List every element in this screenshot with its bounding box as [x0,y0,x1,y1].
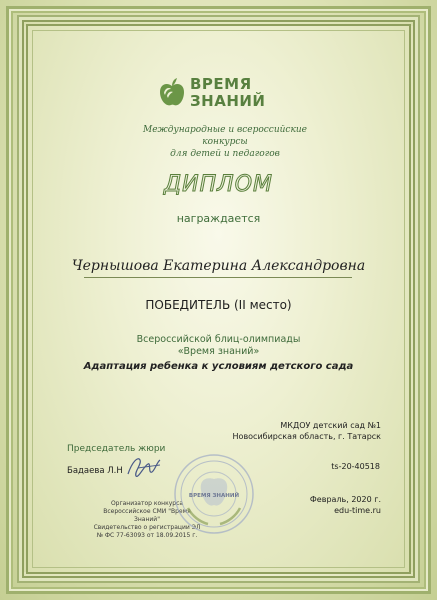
signature-icon [124,452,164,482]
diploma-title: ДИПЛОМ [163,172,274,197]
olympiad-name [0,334,437,358]
olympiad-line2: «Время знаний» [177,346,260,357]
olympiad-line1: Всероссийской блиц-олимпиады [136,334,301,345]
stamp-text: ВРЕМЯ ЗНАНИЙ [188,493,240,499]
vremya-znaniy-logo [158,74,288,120]
logo-line2: ЗНАНИЙ [190,92,266,110]
date-line: Февраль, 2020 г. [309,495,381,504]
subtitle-line2: для детей и педагогов [170,149,280,159]
organizer-line3: Свидетельство о регистрации ЭЛ [93,524,201,531]
awarded-label: награждается [176,212,261,225]
organizer-line4: № ФС 77-63093 от 18.09.2015 г. [96,532,198,539]
logo-line1: ВРЕМЯ [190,75,252,93]
recipient-name: Чернышова Екатерина Александровна [71,258,366,274]
organizer-line1: Организатор конкурса [110,500,184,507]
apple-logo-icon [158,78,186,108]
organization-block [233,420,381,442]
name-underline [84,277,352,278]
stamp-seal-icon [172,452,256,536]
diploma-code: ts-20-40518 [331,462,380,471]
date-block [310,494,381,516]
organization-line2: Новосибирская область, г. Татарск [232,432,381,441]
subtitle-line1: Международные и всероссийские конкурсы [143,125,307,147]
organization-line1: МКДОУ детский сад №1 [280,421,381,430]
place-label: ПОБЕДИТЕЛЬ (II место) [145,298,292,312]
chair-title: Председатель жюри [67,444,166,454]
olympiad-theme: Адаптация ребенка к условиям детского сада [83,361,354,372]
chair-name: Бадаева Л.Н [67,466,123,476]
organizer-line2: Всероссийское СМИ "Время Знаний" [103,508,191,523]
contest-subtitle [120,124,330,160]
website-line: edu-time.ru [334,506,381,515]
